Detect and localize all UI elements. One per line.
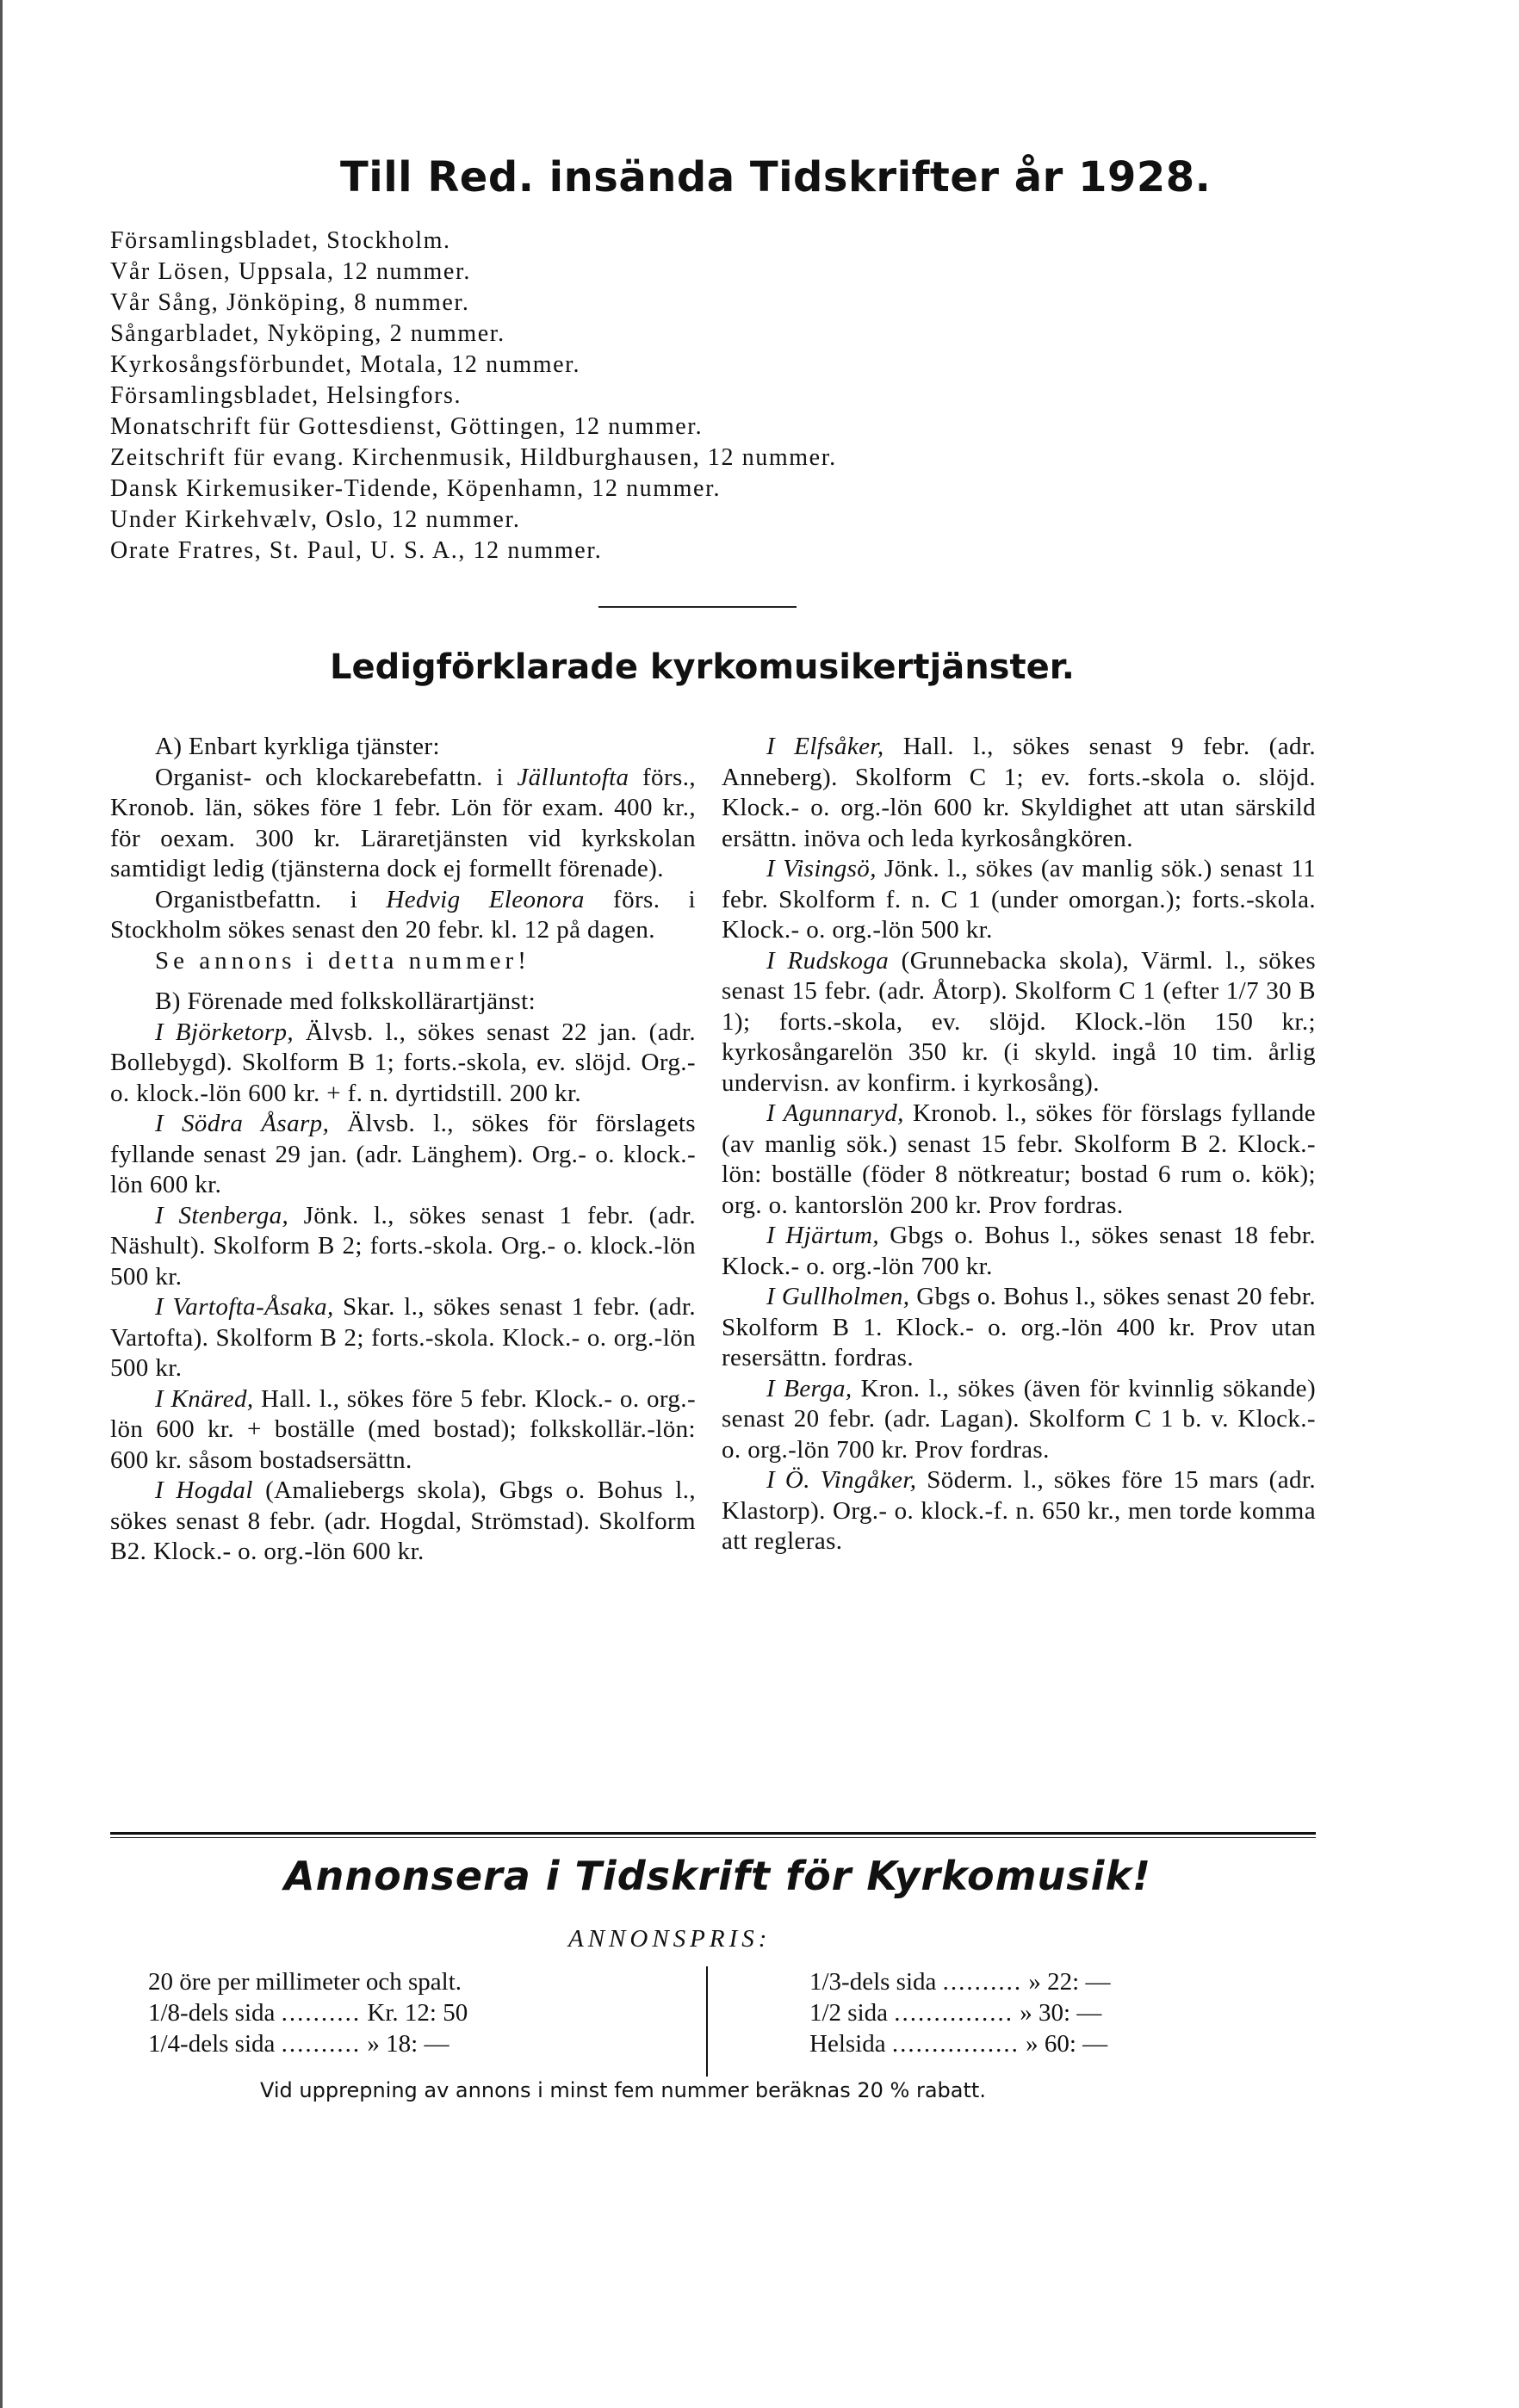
list-item: Kyrkosångsförbundet, Motala, 12 nummer. <box>110 351 581 378</box>
divider-thin <box>110 1837 1316 1838</box>
listing: I Ö. Vingåker, Söderm. l., sökes före 15 mars (adr. Klastorp). Org.- o. klock.-f. n. 650 kr., men torde komma att regleras. <box>722 1466 1316 1555</box>
listing: Organist- och klockarebefattn. i Jälluntofta förs., Kronob. län, sökes före 1 febr. Lön för exam. 400 kr., för oexam. 300 kr. Läraretjänsten vid kyrkskolan samtidigt ledig (tjänsterna dock ej formellt förenade). <box>110 763 696 882</box>
publication-list <box>110 226 1402 566</box>
listing: I Vartofta-Åsaka, Skar. l., sökes senast 1 febr. (adr. Vartofta). Skolform B 2; forts.-skola. Klock.- o. org.-lön 500 kr. <box>110 1293 696 1382</box>
price-row: 1/2 sida ............... » 30: — <box>809 1999 1102 2027</box>
page-title: Till Red. insända Tidskrifter år 1928. <box>340 153 1212 201</box>
list-item: Orate Fratres, St. Paul, U. S. A., 12 nummer. <box>110 537 603 564</box>
listing: I Stenberga, Jönk. l., sökes senast 1 febr. (adr. Näshult). Skolform B 2; forts.-skola. Org.- o. klock.-lön 500 kr. <box>110 1201 697 1291</box>
listing: I Elfsåker, Hall. l., sökes senast 9 febr. (adr. Anneberg). Skolform C 1; ev. forts.-skola o. slöjd. Klock.- o. org.-lön 600 kr. Skyldighet att utan särskild ersättn. inöva och leda kyrkosångkören. <box>722 733 1316 852</box>
list-item: Sångarbladet, Nyköping, 2 nummer. <box>110 320 505 347</box>
advert-headline: Annonsera i Tidskrift för Kyrkomusik! <box>284 1853 1152 1899</box>
list-item: Monatschrift für Gottesdienst, Göttingen, 12 nummer. <box>110 413 704 440</box>
listing: I Södra Åsarp, Älvsb. l., sökes för förslagets fyllande senast 29 jan. (adr. Länghem). Org.- o. klock.-lön 600 kr. <box>110 1110 696 1198</box>
section-divider <box>598 606 797 608</box>
price-row: Helsida ................ » 60: — <box>809 2030 1108 2058</box>
scan-edge <box>0 0 3 2408</box>
subheading-b: B) Förenade med folkskollärartjänst: <box>155 987 536 1015</box>
subheading-a: A) Enbart kyrkliga tjänster: <box>155 733 440 760</box>
price-row: 20 öre per millimeter och spalt. <box>148 1968 462 1996</box>
list-item: Församlingsbladet, Stockholm. <box>110 227 451 254</box>
listing: I Agunnaryd, Kronob. l., sökes för förslags fyllande (av manlig sök.) senast 15 febr. Skolform B 2. Klock.-lön: boställe (föder 8 nötkreatur; bostad 6 rum o. kök); org. o. kantorslön 200 kr. Prov fordras. <box>722 1099 1316 1219</box>
section-title: Ledigförklarade kyrkomusikertjänster. <box>330 647 1075 687</box>
listing: I Björketorp, Älvsb. l., sökes senast 22 jan. (adr. Bollebygd). Skolform B 1; forts.-skola, ev. slöjd. Org.- o. klock.-lön 600 kr. + f. n. dyrtidstill. 200 kr. <box>110 1018 696 1107</box>
notice: Se annons i detta nummer! <box>155 946 530 975</box>
listing: I Hogdal (Amaliebergs skola), Gbgs o. Bohus l., sökes senast 8 febr. (adr. Hogdal, Strömstad). Skolform B2. Klock.- o. org.-lön 600 kr. <box>110 1476 696 1565</box>
list-item: Under Kirkehvælv, Oslo, 12 nummer. <box>110 506 521 533</box>
prices-heading: ANNONSPRIS: <box>568 1925 772 1953</box>
list-item: Församlingsbladet, Helsingfors. <box>110 382 462 409</box>
price-row: 1/4-dels sida .......... » 18: — <box>148 2030 450 2058</box>
price-divider <box>706 1966 708 2077</box>
list-item: Zeitschrift für evang. Kirchenmusik, Hildburghausen, 12 nummer. <box>110 444 837 471</box>
listing: Organistbefattn. i Hedvig Eleonora förs. i Stockholm sökes senast den 20 febr. kl. 12 på dagen. <box>110 885 697 944</box>
price-list-left <box>148 1966 699 2059</box>
price-row: 1/3-dels sida .......... » 22: — <box>809 1968 1111 1996</box>
list-item: Vår Sång, Jönköping, 8 nummer. <box>110 289 470 316</box>
right-column <box>722 732 1316 1557</box>
discount-note: Vid upprepning av annons i minst fem nummer beräknas 20 % rabatt. <box>260 2078 986 2102</box>
listing: I Gullholmen, Gbgs o. Bohus l., sökes senast 20 febr. Skolform B 1. Klock.- o. org.-lön 400 kr. Prov utan resersättn. fordras. <box>722 1283 1316 1371</box>
left-column <box>110 732 696 1568</box>
price-list-right <box>809 1966 1292 2059</box>
divider-thick <box>110 1832 1316 1835</box>
listing: I Knäred, Hall. l., sökes före 5 febr. Klock.- o. org.-lön 600 kr. + boställe (med bostad); folkskollär.-lön: 600 kr. såsom bostadsersättn. <box>110 1384 697 1474</box>
list-item: Vår Lösen, Uppsala, 12 nummer. <box>110 258 471 285</box>
listing: I Visingsö, Jönk. l., sökes (av manlig sök.) senast 11 febr. Skolform f. n. C 1 (under omorgan.); forts.-skola. Klock.- o. org.-lön 500 kr. <box>722 855 1317 944</box>
listing: I Hjärtum, Gbgs o. Bohus l., sökes senast 18 febr. Klock.- o. org.-lön 700 kr. <box>722 1222 1316 1280</box>
price-row: 1/8-dels sida .......... Kr. 12: 50 <box>148 1999 468 2027</box>
listing: I Berga, Kron. l., sökes (även för kvinnlig sökande) senast 20 febr. (adr. Lagan). Skolform C 1 b. v. Klock.- o. org.-lön 700 kr. Prov fordras. <box>722 1374 1316 1464</box>
listing: I Rudskoga (Grunnebacka skola), Värml. l., sökes senast 15 febr. (adr. Åtorp). Skolform C 1 (efter 1/7 30 B 1); forts.-skola, ev. slöjd. Klock.-lön 150 kr.; kyrkosångarelön 350 kr. (i skyld. ingå 10 tim. årlig undervisn. av konfirm. i kyrkosång). <box>722 946 1316 1097</box>
list-item: Dansk Kirkemusiker-Tidende, Köpenhamn, 12 nummer. <box>110 475 722 502</box>
